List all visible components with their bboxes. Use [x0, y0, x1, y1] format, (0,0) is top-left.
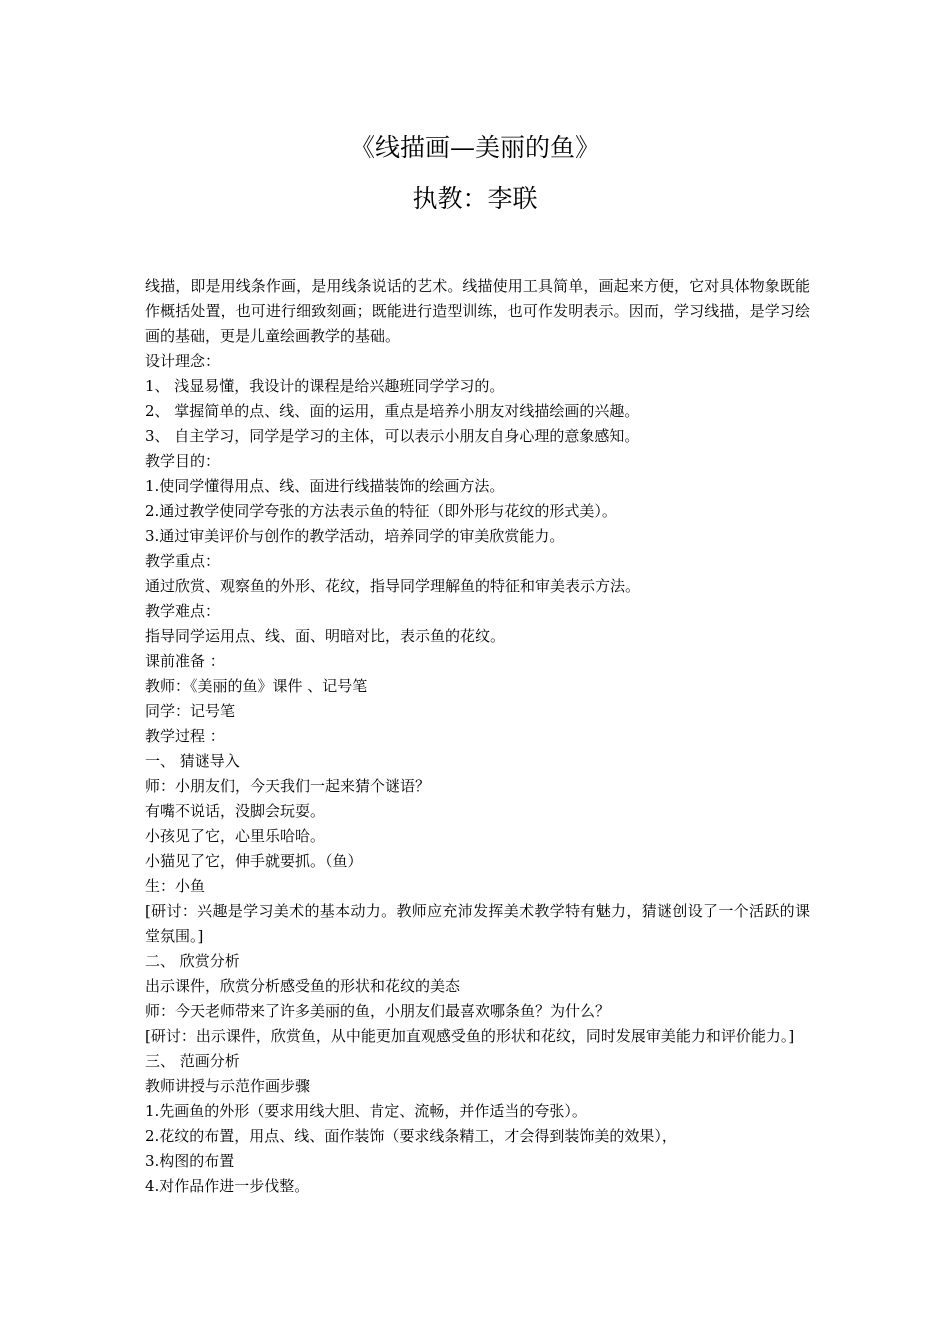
text-line: 通过欣赏、观察鱼的外形、花纹，指导同学理解鱼的特征和审美表示方法。	[145, 577, 641, 595]
step-heading: 三、 范画分析	[145, 1052, 240, 1070]
text-line: 教师：《美丽的鱼》课件 、记号笔	[145, 677, 368, 695]
text-line: 指导同学运用点、线、面、明暗对比，表示鱼的花纹。	[145, 627, 506, 645]
list-item: 3.通过审美评价与创作的教学活动，培养同学的审美欣赏能力。	[145, 527, 565, 545]
text-line: 师：今天老师带来了许多美丽的鱼，小朋友们最喜欢哪条鱼？为什么？	[145, 1002, 611, 1020]
list-item: 4.对作品作进一步伐整。	[145, 1177, 310, 1195]
section-heading: 设计理念：	[145, 352, 221, 370]
step-heading: 一、 猜谜导入	[145, 752, 240, 770]
list-item: 1.使同学懂得用点、线、面进行线描装饰的绘画方法。	[145, 477, 505, 495]
research-note: [研讨：兴趣是学习美术的基本动力。教师应充沛发挥美术教学特有魅力，猜谜创设了一个活跃的课堂氛围。]	[145, 902, 810, 945]
document-title: 《线描画—美丽的鱼》	[349, 133, 600, 162]
section-heading: 教学过程 ：	[145, 727, 225, 745]
section-heading: 教学难点：	[145, 602, 221, 620]
list-item: 2.通过教学使同学夸张的方法表示鱼的特征（即外形与花纹的形式美）。	[145, 502, 617, 520]
riddle-line: 有嘴不说话，没脚会玩耍。	[145, 802, 326, 820]
list-item: 2、 掌握简单的点、线、面的运用，重点是培养小朋友对线描绘画的兴趣。	[145, 402, 640, 420]
step-heading: 二、 欣赏分析	[145, 952, 240, 970]
section-heading: 课前准备 ：	[145, 652, 225, 670]
text-line: 同学：记号笔	[145, 702, 236, 720]
teacher-line: 执教：李联	[412, 184, 538, 213]
text-line: 教师讲授与示范作画步骤	[145, 1077, 311, 1095]
list-item: 1、 浅显易懂，我设计的课程是给兴趣班同学学习的。	[145, 377, 505, 395]
list-item: 3.构图的布置	[145, 1152, 235, 1170]
list-item: 3、 自主学习，同学是学习的主体，可以表示小朋友自身心理的意象感知。	[145, 427, 640, 445]
section-heading: 教学重点：	[145, 552, 221, 570]
text-line: 出示课件，欣赏分析感受鱼的形状和花纹的美态	[145, 977, 461, 995]
list-item: 2.花纹的布置，用点、线、面作装饰（要求线条精工，才会得到装饰美的效果），	[145, 1127, 677, 1145]
text-line: 师：小朋友们，今天我们一起来猜个谜语？	[145, 777, 431, 795]
intro-paragraph: 线描，即是用线条作画，是用线条说话的艺术。线描使用工具简单，画起来方便，它对具体物象既能作概括处置，也可进行细致刻画；既能进行造型训练，也可作发明表示。因而，学习线描，是学习绘画的基础，更是儿童绘画教学的基础。	[145, 277, 810, 345]
list-item: 1.先画鱼的外形（要求用线大胆、肯定、流畅，并作适当的夸张）。	[145, 1102, 587, 1120]
riddle-line: 小孩见了它，心里乐哈哈。	[145, 827, 326, 845]
research-note: [研讨：出示课件，欣赏鱼，从中能更加直观感受鱼的形状和花纹，同时发展审美能力和评价能力。]	[145, 1027, 795, 1045]
document-body	[145, 274, 810, 1199]
riddle-line: 小猫见了它，伸手就要抓。（鱼）	[145, 852, 363, 870]
text-line: 生：小鱼	[145, 877, 206, 895]
section-heading: 教学目的：	[145, 452, 221, 470]
